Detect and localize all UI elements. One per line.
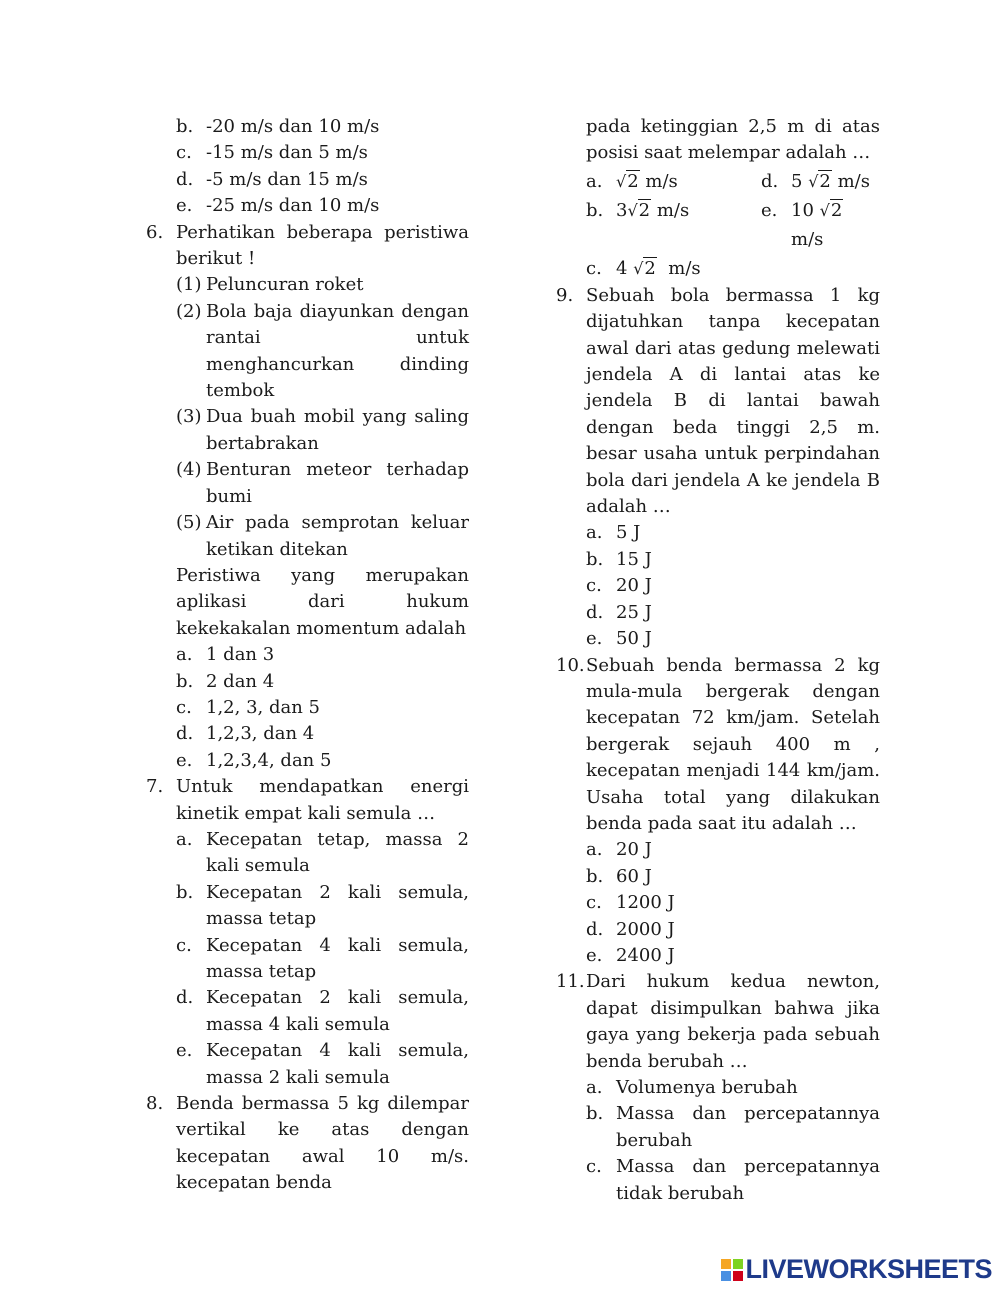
- question-10: [556, 653, 880, 970]
- q8-option-d[interactable]: d. 5 √2 m/s: [761, 167, 880, 196]
- q8-option-e[interactable]: e. 10 √2 m/s: [761, 196, 880, 254]
- q7-option-e[interactable]: e. Kecepatan 4 kali semula, massa 2 kali semula: [176, 1040, 469, 1088]
- q11-option-b[interactable]: b. Massa dan percepatannya berubah: [586, 1103, 880, 1151]
- q6-option-d[interactable]: d. 1,2,3, dan 4: [176, 723, 315, 745]
- sqrt-symbol: √2: [819, 199, 843, 221]
- left-column: [146, 114, 469, 1197]
- sqrt-symbol: √2: [627, 199, 651, 221]
- q6-option-b[interactable]: b. 2 dan 4: [176, 670, 275, 692]
- question-11: [556, 969, 880, 1207]
- question-number: 11.: [556, 971, 585, 993]
- sqrt-symbol: √2: [616, 170, 639, 192]
- question-7: [146, 774, 469, 1091]
- q7-option-c[interactable]: c. Kecepatan 4 kali semula, massa tetap: [176, 934, 469, 982]
- q5-option-d[interactable]: d. -5 m/s dan 15 m/s: [176, 168, 368, 190]
- event-item: (5) Air pada semprotan keluar ketikan ditekan: [176, 512, 469, 560]
- q10-option-a[interactable]: a. 20 J: [586, 839, 652, 861]
- event-item: (2) Bola baja diayunkan dengan rantai untuk menghancurkan dinding tembok: [176, 300, 469, 402]
- q5-options: [146, 114, 469, 220]
- question-8-start: [146, 1091, 469, 1197]
- sqrt-symbol: √2: [808, 170, 831, 192]
- liveworksheets-logo-icon: [721, 1259, 743, 1281]
- event-item: (3) Dua buah mobil yang saling bertabrakan: [176, 406, 469, 454]
- q8-option-b[interactable]: b. 3√2 m/s: [586, 196, 761, 254]
- q10-option-b[interactable]: b. 60 J: [586, 865, 652, 887]
- q8-option-c[interactable]: c. 4 √2 m/s: [586, 254, 761, 283]
- q11-option-c[interactable]: c. Massa dan percepatannya tidak berubah: [586, 1156, 880, 1204]
- q9-option-e[interactable]: e. 50 J: [586, 628, 652, 650]
- q5-option-c[interactable]: c. -15 m/s dan 5 m/s: [176, 142, 368, 164]
- question-number: 7.: [146, 776, 164, 798]
- q9-option-a[interactable]: a. 5 J: [586, 522, 641, 544]
- q10-option-d[interactable]: d. 2000 J: [586, 918, 675, 940]
- q7-option-b[interactable]: b. Kecepatan 2 kali semula, massa tetap: [176, 881, 469, 930]
- logo-square-icon: [721, 1259, 731, 1269]
- event-item: (1) Peluncuran roket: [176, 274, 364, 296]
- question-number: 9.: [556, 284, 574, 306]
- logo-square-icon: [733, 1271, 743, 1281]
- question-text: Untuk mendapatkan energi kinetik empat kali semula …: [176, 776, 469, 824]
- question-6: [146, 220, 469, 775]
- q5-option-b[interactable]: b. -20 m/s dan 10 m/s: [176, 116, 380, 137]
- question-8-continued: pada ketinggian 2,5 m di atas posisi saat melempar adalah …: [586, 116, 880, 164]
- q9-option-c[interactable]: c. 20 J: [586, 575, 652, 597]
- q6-option-e[interactable]: e. 1,2,3,4, dan 5: [176, 749, 332, 771]
- event-item: (4) Benturan meteor terhadap bumi: [176, 459, 469, 507]
- question-text: Sebuah bola bermassa 1 kg dijatuhkan tanpa kecepatan awal dari atas gedung melewati jendela A di lantai atas ke jendela B di lantai bawah dengan beda tinggi 2,5 m. besar usaha untuk perpindahan bola dari jendela A ke jendela B adalah …: [586, 284, 880, 518]
- liveworksheets-logo[interactable]: [721, 1254, 992, 1285]
- question-number: 8.: [146, 1093, 164, 1115]
- question-prompt: Peristiwa yang merupakan aplikasi dari hukum kekekakalan momentum adalah: [176, 564, 469, 639]
- q5-option-e[interactable]: e. -25 m/s dan 10 m/s: [176, 195, 380, 217]
- q9-option-d[interactable]: d. 25 J: [586, 601, 652, 623]
- question-text: Dari hukum kedua newton, dapat disimpulkan bahwa jika gaya yang bekerja pada sebuah benda berubah …: [586, 971, 880, 1072]
- q10-option-e[interactable]: e. 2400 J: [586, 944, 675, 966]
- q9-option-b[interactable]: b. 15 J: [586, 548, 652, 570]
- right-column: [556, 114, 880, 1207]
- q7-option-a[interactable]: a. Kecepatan tetap, massa 2 kali semula: [176, 828, 469, 877]
- question-text: Benda bermassa 5 kg dilempar vertikal ke atas dengan kecepatan awal 10 m/s. kecepatan benda: [176, 1093, 469, 1194]
- q8-option-a[interactable]: a. √2 m/s: [586, 167, 761, 196]
- q6-option-a[interactable]: a. 1 dan 3: [176, 644, 275, 666]
- sqrt-symbol: √2: [633, 257, 656, 279]
- q6-option-c[interactable]: c. 1,2, 3, dan 5: [176, 696, 320, 718]
- q7-option-d[interactable]: d. Kecepatan 2 kali semula, massa 4 kali semula: [176, 987, 469, 1035]
- logo-text: LIVEWORKSHEETS: [745, 1254, 992, 1284]
- question-text: Sebuah benda bermassa 2 kg mula-mula bergerak dengan kecepatan 72 km/jam. Setelah bergerak sejauh 400 m , kecepatan menjadi 144 km/jam. Usaha total yang dilakukan benda pada saat itu adalah …: [586, 654, 880, 834]
- q11-option-a[interactable]: a. Volumenya berubah: [586, 1077, 798, 1098]
- q8-options: [556, 167, 880, 283]
- question-9: [556, 283, 880, 653]
- question-number: 6.: [146, 221, 164, 243]
- question-number: 10.: [556, 654, 585, 676]
- logo-square-icon: [721, 1271, 731, 1281]
- question-text: Perhatikan beberapa peristiwa berikut !: [176, 221, 469, 270]
- q10-option-c[interactable]: c. 1200 J: [586, 892, 675, 914]
- logo-square-icon: [733, 1259, 743, 1269]
